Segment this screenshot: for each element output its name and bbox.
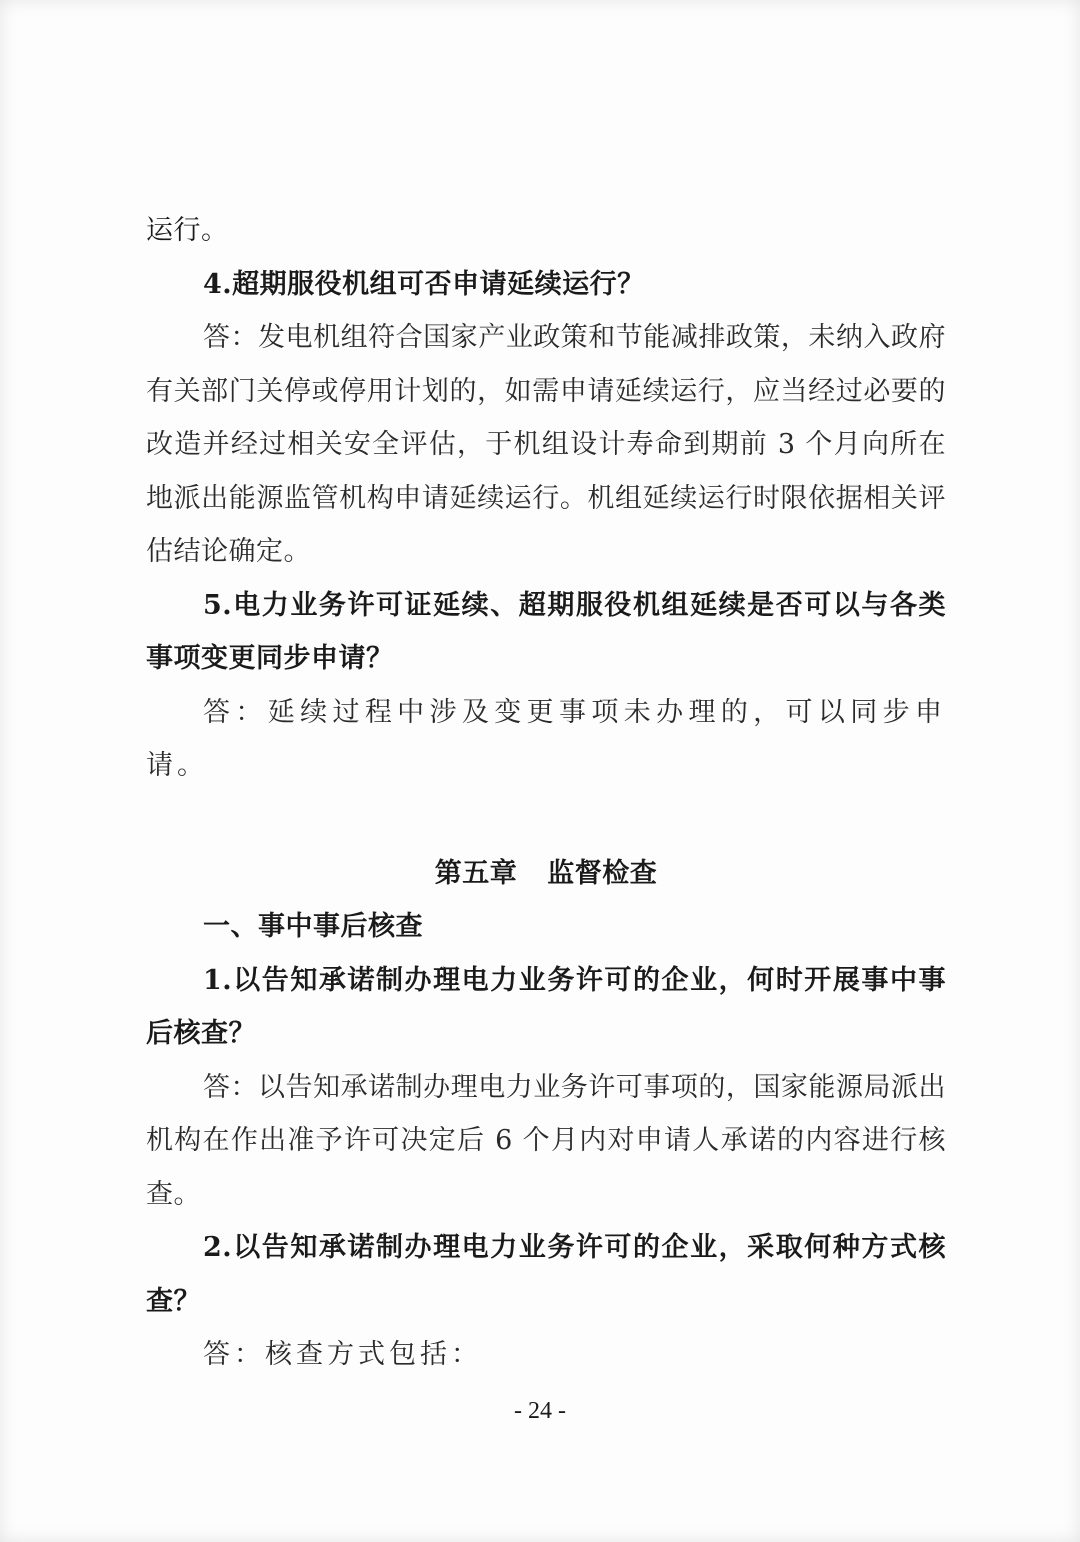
chapter-number: 第五章 [434, 857, 518, 889]
section-heading: 一、事中事后核查 [203, 911, 423, 942]
question-1: 1.以告知承诺制办理电力业务许可的企业，何时开展事中事后核查？ [146, 964, 946, 1049]
answer-2: 答：核查方式包括： [203, 1339, 482, 1370]
chapter-title: 监督检查 [547, 857, 658, 889]
answer-1: 答：以告知承诺制办理电力业务许可事项的，国家能源局派出机构在作出准予许可决定后 6 个月内对申请人承诺的内容进行核查。 [146, 1071, 946, 1210]
continuation-paragraph: 运行。 [146, 215, 229, 246]
answer-5: 答：延续过程中涉及变更事项未办理的，可以同步申请。 [146, 696, 946, 781]
question-4: 4.超期服役机组可否申请延续运行？ [203, 268, 645, 300]
answer-4: 答：发电机组符合国家产业政策和节能减排政策，未纳入政府有关部门关停或停用计划的，如需申请延续运行，应当经过必要的改造并经过相关安全评估，于机组设计寿命到期前 3 个月向所在地派出能源监管机构申请延续运行。机组延续运行时限依据相关评估结论确定。 [146, 322, 946, 567]
question-5: 5.电力业务许可证延续、超期服役机组延续是否可以与各类事项变更同步申请？ [146, 589, 946, 674]
chapter-heading [146, 847, 946, 901]
document-body [146, 204, 946, 1382]
question-2: 2.以告知承诺制办理电力业务许可的企业，采取何种方式核查？ [146, 1232, 946, 1317]
page-number: - 24 - [514, 1398, 566, 1424]
